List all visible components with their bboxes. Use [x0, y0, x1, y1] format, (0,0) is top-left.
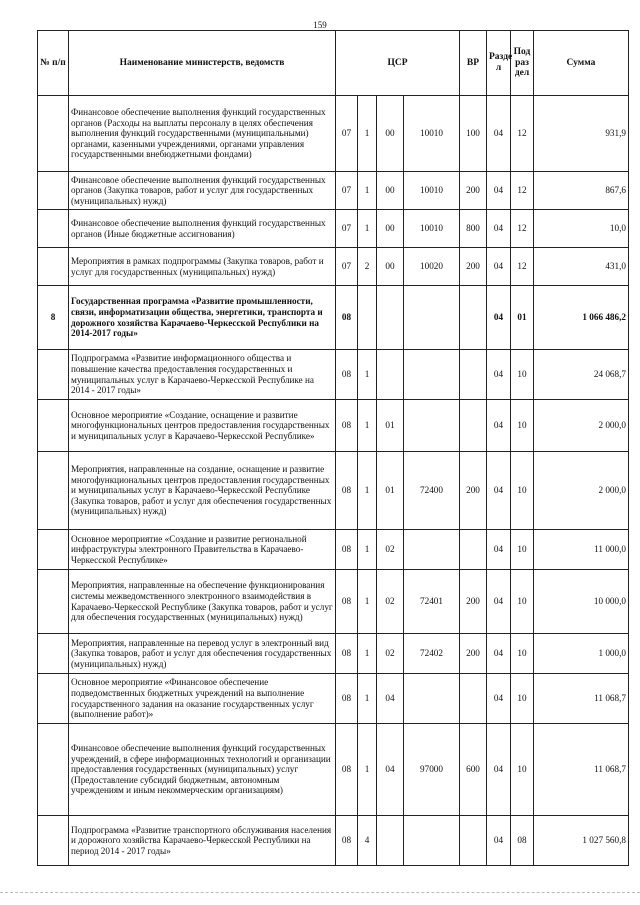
row-name: Основное мероприятие «Создание и развитие региональной инфраструктуры электронного Правительства в Карачаево-Черкесской Республике» [69, 530, 336, 570]
row-vr: 200 [460, 172, 487, 210]
csr-program: 07 [336, 248, 358, 286]
csr-program: 07 [336, 96, 358, 172]
row-razdel: 04 [487, 400, 511, 452]
row-number [38, 210, 69, 248]
csr-event: 00 [377, 248, 404, 286]
csr-program: 08 [336, 350, 358, 400]
row-summa: 431,0 [534, 248, 629, 286]
row-name: Финансовое обеспечение выполнения функций государственных органов (Закупка товаров, работ и услуг для государственных (муниципальных) нужд) [69, 172, 336, 210]
row-number [38, 452, 69, 530]
csr-direction: 72402 [404, 634, 460, 674]
csr-event: 02 [377, 530, 404, 570]
row-summa: 10 000,0 [534, 570, 629, 634]
table-row [38, 530, 629, 570]
csr-program: 08 [336, 452, 358, 530]
row-vr: 200 [460, 452, 487, 530]
csr-program: 08 [336, 816, 358, 866]
csr-subprogram: 1 [358, 400, 377, 452]
row-number [38, 570, 69, 634]
csr-program: 08 [336, 724, 358, 816]
csr-subprogram: 1 [358, 350, 377, 400]
csr-direction: 72401 [404, 570, 460, 634]
row-razdel: 04 [487, 570, 511, 634]
row-name: Финансовое обеспечение выполнения функций государственных органов (Расходы на выплаты персоналу в целях обеспечения выполнения функций государственными (муниципальными) органами, казенными учреждениями, органами управления государственными внебюджетными фондами) [69, 96, 336, 172]
row-razdel: 04 [487, 286, 511, 350]
row-summa: 2 000,0 [534, 452, 629, 530]
csr-direction [404, 816, 460, 866]
csr-program: 08 [336, 400, 358, 452]
row-name: Мероприятия, направленные на создание, оснащение и развитие многофункциональных центров предоставления государственных и муниципальных услуг в Карачаево-Черкесской Республике (Закупка товаров, работ и услуг для обеспечения государственных (муниципальных) нужд) [69, 452, 336, 530]
row-summa: 1 000,0 [534, 634, 629, 674]
row-vr [460, 400, 487, 452]
page-bottom-divider [0, 892, 640, 893]
row-summa: 11 068,7 [534, 674, 629, 724]
row-razdel: 04 [487, 634, 511, 674]
csr-event [377, 350, 404, 400]
row-number [38, 350, 69, 400]
row-podrazdel: 12 [511, 248, 534, 286]
csr-direction: 10010 [404, 172, 460, 210]
row-podrazdel: 10 [511, 674, 534, 724]
row-number [38, 674, 69, 724]
csr-subprogram: 1 [358, 452, 377, 530]
row-summa: 1 066 486,2 [534, 286, 629, 350]
row-podrazdel: 10 [511, 724, 534, 816]
row-number [38, 172, 69, 210]
row-razdel: 04 [487, 816, 511, 866]
row-razdel: 04 [487, 96, 511, 172]
row-razdel: 04 [487, 210, 511, 248]
header-summa: Сумма [534, 31, 629, 96]
row-name: Мероприятия, направленные на перевод услуг в электронный вид (Закупка товаров, работ и услуг для обеспечения государственных (муниципальных) нужд) [69, 634, 336, 674]
table-row [38, 400, 629, 452]
csr-subprogram: 1 [358, 172, 377, 210]
row-number: 8 [38, 286, 69, 350]
row-name: Мероприятия, направленные на обеспечение функционирования системы межведомственного электронного взаимодействия в Карачаево-Черкесской Республике (Закупка товаров, работ и услуг для обеспечения государственных (муниципальных) нужд) [69, 570, 336, 634]
row-vr [460, 674, 487, 724]
row-summa: 24 068,7 [534, 350, 629, 400]
csr-subprogram: 1 [358, 724, 377, 816]
row-name: Подпрограмма «Развитие информационного общества и повышение качества предоставления государственных и муниципальных услуг в Карачаево-Черкесской Республике на 2014 - 2017 годы» [69, 350, 336, 400]
csr-direction [404, 674, 460, 724]
csr-event: 00 [377, 210, 404, 248]
table-row [38, 350, 629, 400]
row-vr: 200 [460, 634, 487, 674]
row-number [38, 816, 69, 866]
row-podrazdel: 10 [511, 530, 534, 570]
csr-direction [404, 286, 460, 350]
header-razdel: Разде л [487, 31, 511, 96]
row-razdel: 04 [487, 350, 511, 400]
row-number [38, 96, 69, 172]
csr-program: 08 [336, 674, 358, 724]
row-number [38, 400, 69, 452]
csr-event: 00 [377, 96, 404, 172]
table-header [38, 31, 629, 96]
row-summa: 11 068,7 [534, 724, 629, 816]
csr-program: 08 [336, 570, 358, 634]
row-name: Подпрограмма «Развитие транспортного обслуживания населения и дорожного хозяйства Карачаево-Черкесской Республики на период 2014 - 2017 годы» [69, 816, 336, 866]
csr-subprogram: 1 [358, 570, 377, 634]
csr-event: 04 [377, 724, 404, 816]
csr-direction: 10010 [404, 210, 460, 248]
row-summa: 1 027 560,8 [534, 816, 629, 866]
csr-direction: 97000 [404, 724, 460, 816]
row-name: Основное мероприятие «Создание, оснащение и развитие многофункциональных центров предоставления государственных и муниципальных услуг в Карачаево-Черкесской Республике» [69, 400, 336, 452]
row-name: Основное мероприятие «Финансовое обеспечение подведомственных бюджетных учреждений на выполнение государственного задания на оказание государственных услуг (выполнение работ)» [69, 674, 336, 724]
row-razdel: 04 [487, 674, 511, 724]
row-number [38, 530, 69, 570]
row-summa: 11 000,0 [534, 530, 629, 570]
row-podrazdel: 10 [511, 452, 534, 530]
row-vr: 100 [460, 96, 487, 172]
table-row [38, 634, 629, 674]
csr-direction: 72400 [404, 452, 460, 530]
table-row [38, 816, 629, 866]
csr-program: 08 [336, 634, 358, 674]
csr-event: 01 [377, 400, 404, 452]
csr-subprogram: 1 [358, 674, 377, 724]
csr-event [377, 816, 404, 866]
csr-event: 00 [377, 172, 404, 210]
csr-subprogram: 1 [358, 530, 377, 570]
page-number: 159 [313, 20, 327, 30]
row-name: Финансовое обеспечение выполнения функций государственных учреждений, в сфере информационных технологий и организации предоставления государственных (муниципальных) услуг (Предоставление субсидий бюджетным, автономным учреждениям и иным некоммерческим организациям) [69, 724, 336, 816]
table-row [38, 248, 629, 286]
row-vr: 200 [460, 248, 487, 286]
csr-subprogram: 2 [358, 248, 377, 286]
row-podrazdel: 10 [511, 634, 534, 674]
row-vr [460, 530, 487, 570]
csr-event [377, 286, 404, 350]
csr-direction [404, 400, 460, 452]
row-podrazdel: 08 [511, 816, 534, 866]
csr-program: 08 [336, 286, 358, 350]
row-podrazdel: 12 [511, 96, 534, 172]
row-vr [460, 816, 487, 866]
row-podrazdel: 12 [511, 172, 534, 210]
table-row [38, 172, 629, 210]
csr-direction: 10020 [404, 248, 460, 286]
csr-program: 08 [336, 530, 358, 570]
csr-event: 04 [377, 674, 404, 724]
header-num: № п/п [38, 31, 69, 96]
row-podrazdel: 12 [511, 210, 534, 248]
row-podrazdel: 10 [511, 400, 534, 452]
row-razdel: 04 [487, 248, 511, 286]
csr-subprogram: 4 [358, 816, 377, 866]
row-podrazdel: 10 [511, 570, 534, 634]
row-name: Мероприятия в рамках подпрограммы (Закупка товаров, работ и услуг для государственных (муниципальных) нужд) [69, 248, 336, 286]
row-razdel: 04 [487, 172, 511, 210]
csr-subprogram: 1 [358, 634, 377, 674]
row-vr: 800 [460, 210, 487, 248]
row-summa: 2 000,0 [534, 400, 629, 452]
row-vr [460, 350, 487, 400]
row-summa: 10,0 [534, 210, 629, 248]
csr-direction: 10010 [404, 96, 460, 172]
row-vr: 600 [460, 724, 487, 816]
csr-event: 01 [377, 452, 404, 530]
table-row [38, 210, 629, 248]
row-razdel: 04 [487, 530, 511, 570]
csr-subprogram: 1 [358, 210, 377, 248]
header-name: Наименование министерств, ведомств [69, 31, 336, 96]
row-summa: 931,9 [534, 96, 629, 172]
header-vr: ВР [460, 31, 487, 96]
row-vr: 200 [460, 570, 487, 634]
csr-subprogram: 1 [358, 96, 377, 172]
row-number [38, 248, 69, 286]
table-row [38, 674, 629, 724]
csr-program: 07 [336, 210, 358, 248]
csr-direction [404, 530, 460, 570]
table-row [38, 452, 629, 530]
table-row [38, 96, 629, 172]
csr-event: 02 [377, 634, 404, 674]
csr-event: 02 [377, 570, 404, 634]
row-razdel: 04 [487, 724, 511, 816]
table-row [38, 570, 629, 634]
row-number [38, 634, 69, 674]
row-number [38, 724, 69, 816]
header-podrazdel: Под раз дел [511, 31, 534, 96]
table-row [38, 724, 629, 816]
row-podrazdel: 01 [511, 286, 534, 350]
budget-table [37, 30, 629, 866]
row-name: Государственная программа «Развитие промышленности, связи, информатизации общества, энергетики, транспорта и дорожного хозяйства Карачаево-Черкесской Республики на 2014-2017 годы» [69, 286, 336, 350]
row-summa: 867,6 [534, 172, 629, 210]
row-razdel: 04 [487, 452, 511, 530]
header-csr: ЦСР [336, 31, 460, 96]
csr-direction [404, 350, 460, 400]
row-vr [460, 286, 487, 350]
row-podrazdel: 10 [511, 350, 534, 400]
csr-program: 07 [336, 172, 358, 210]
row-name: Финансовое обеспечение выполнения функций государственных органов (Иные бюджетные ассигнования) [69, 210, 336, 248]
table-row [38, 286, 629, 350]
csr-subprogram [358, 286, 377, 350]
